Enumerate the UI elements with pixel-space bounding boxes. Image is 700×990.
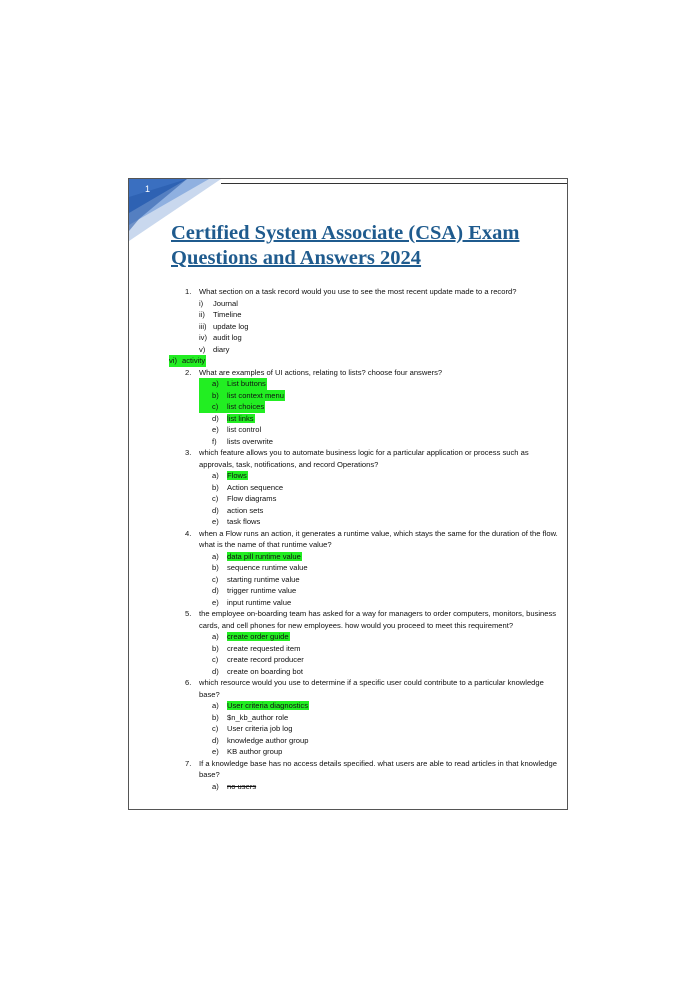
question-5: [169, 608, 564, 677]
question-2: [169, 367, 564, 448]
option-item-correct: b) list context menu: [199, 390, 564, 402]
option-item: e) input runtime value: [212, 597, 292, 607]
option-list: [199, 631, 564, 677]
option-list: [199, 470, 564, 528]
page-number: 1: [145, 184, 151, 194]
question-6: [169, 677, 564, 758]
option-item-correct: a) List buttons: [199, 378, 564, 390]
option-item-cutoff: a) no users: [212, 781, 257, 791]
option-item: i) Journal: [199, 298, 238, 308]
option-item: d) create on boarding bot: [212, 666, 303, 676]
question-4: [169, 528, 564, 609]
option-item: f) lists overwrite: [212, 436, 273, 446]
option-item-correct: a) Flows: [212, 471, 247, 480]
option-item: b) create requested item: [212, 643, 301, 653]
question-number: 4.: [185, 528, 192, 538]
question-number: 2.: [185, 367, 192, 377]
option-item: e) KB author group: [212, 747, 283, 756]
question-text: What are examples of UI actions, relating to lists? choose four answers?: [199, 367, 443, 377]
option-item: b) $n_kb_author role: [212, 712, 289, 722]
option-item-correct: a) create order guide: [212, 632, 289, 641]
option-item: iii) update log: [199, 321, 249, 331]
question-text: What section on a task record would you use to see the most recent update made to a record?: [199, 287, 517, 296]
question-1: [169, 286, 564, 367]
header-rule: [221, 183, 568, 184]
option-item: d) knowledge author group: [212, 735, 309, 745]
option-list: [199, 551, 564, 609]
question-text: which feature allows you to automate business logic for a particular application or process such as approvals, task, notifications, and record Operations?: [199, 448, 529, 469]
option-list: [199, 378, 564, 447]
option-item: c) Flow diagrams: [212, 494, 277, 503]
option-item: e) list control: [212, 425, 262, 434]
option-item-correct: vi) activity: [169, 356, 206, 365]
question-text: the employee on-boarding team has asked for a way for managers to order computers, monitors, business cards, and cell phones for new employees. how would you proceed to meet this requirement?: [199, 609, 557, 630]
option-item: c) create record producer: [212, 655, 304, 664]
option-item: e) task flows: [212, 517, 261, 526]
option-item: d) action sets: [212, 505, 264, 515]
question-number: 1.: [185, 287, 192, 296]
question-number: 3.: [185, 448, 192, 457]
question-text: which resource would you use to determine if a specific user could contribute to a particular knowledge base?: [199, 678, 544, 699]
option-item: v) diary: [199, 344, 230, 354]
option-item-correct: a) User criteria diagnostics: [212, 701, 309, 710]
option-item: c) User criteria job log: [212, 724, 293, 733]
question-3: [169, 447, 564, 528]
option-item: ii) Timeline: [199, 310, 242, 319]
question-list: [169, 286, 564, 792]
option-list: [199, 781, 564, 793]
option-list: [199, 700, 564, 758]
question-number: 7.: [185, 758, 192, 768]
question-7: [169, 758, 564, 793]
option-item-correct: a) data pill runtime value: [212, 551, 301, 561]
option-item: iv) audit log: [199, 333, 242, 342]
option-item-correct: c) list choices: [199, 401, 564, 413]
option-item: b) sequence runtime value: [212, 563, 308, 572]
option-item-correct: d) list links: [212, 413, 254, 423]
question-text: when a Flow runs an action, it generates a runtime value, which stays the same for the duration of the flow. what is the name of that runtime value?: [199, 528, 558, 549]
question-number: 5.: [185, 609, 192, 618]
option-item: c) starting runtime value: [212, 574, 300, 584]
option-list: [169, 298, 564, 367]
option-item: b) Action sequence: [212, 482, 284, 492]
document-page: [128, 178, 568, 810]
document-title: Certified System Associate (CSA) Exam Questions and Answers 2024: [171, 222, 520, 269]
question-number: 6.: [185, 678, 192, 687]
option-item: d) trigger runtime value: [212, 586, 297, 595]
question-text: If a knowledge base has no access details specified. what users are able to read articles in that knowledge base?: [199, 758, 557, 779]
